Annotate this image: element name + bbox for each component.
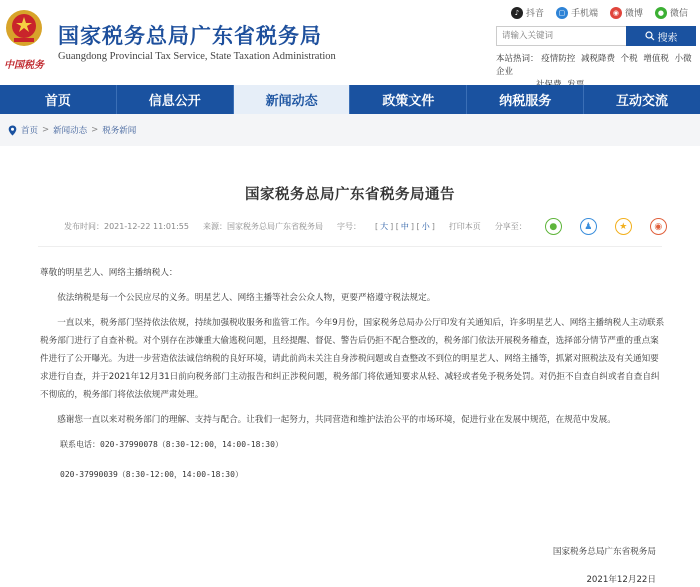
contact-phone-2: 020-37990039（8:30-12:00，14:00-18:30）: [60, 470, 243, 479]
font-size-label: 字号：: [336, 222, 361, 231]
site-subtitle: Guangdong Provincial Tax Service, State Taxation Administration: [58, 51, 336, 62]
site-title[interactable]: 国家税务总局广东省税务局: [58, 24, 322, 48]
hot-term-link[interactable]: 减税降费: [580, 54, 615, 64]
share-controls: [495, 218, 681, 235]
article-source: 来源：国家税务总局广东省税务局: [202, 222, 323, 231]
site-header: [0, 0, 700, 85]
location-pin-icon: [8, 125, 17, 136]
social-link-tiktok[interactable]: [511, 6, 544, 19]
nav-item-tax-service[interactable]: 纳税服务: [467, 85, 584, 114]
social-label: 微信: [669, 9, 688, 19]
breadcrumb-separator: >: [42, 125, 50, 135]
nav-item-news[interactable]: 新闻动态: [234, 85, 351, 114]
breadcrumb-news[interactable]: 新闻动态: [53, 126, 88, 136]
contact-phone-1: [40, 436, 665, 454]
search-bar: [496, 26, 696, 46]
search-button-label: 搜索: [657, 32, 678, 44]
article-meta: [64, 218, 681, 235]
nav-item-policy[interactable]: 政策文件: [350, 85, 467, 114]
article-body: [40, 264, 665, 496]
main-nav: [0, 85, 700, 114]
publish-time: 发布时间：2021-12-22 11:01:55: [64, 222, 189, 231]
weibo-icon: ◉: [610, 7, 622, 19]
breadcrumb-tax-news[interactable]: 税务新闻: [102, 126, 137, 136]
search-icon: [645, 31, 655, 41]
national-emblem-icon: [4, 8, 44, 48]
social-link-mobile[interactable]: [556, 6, 598, 19]
social-link-weibo[interactable]: [610, 6, 643, 19]
article-date: 2021年12月22日: [586, 575, 656, 585]
meta-divider: [38, 246, 662, 247]
hot-term-link[interactable]: 小微企业: [496, 54, 692, 77]
nav-item-interaction[interactable]: 互动交流: [616, 94, 669, 109]
article-greeting: 尊敬的明星艺人、网络主播纳税人：: [40, 268, 178, 278]
tiktok-icon: ♪: [511, 7, 523, 19]
social-label: 微博: [624, 9, 643, 19]
hot-terms-label: 本站热词：: [496, 54, 539, 64]
font-size-controls: 字号： [ 大 ] [ 中 ] [ 小 ]: [336, 222, 435, 231]
phone-number: 020-37990078（8:30-12:00，14:00-18:30）: [100, 440, 283, 449]
social-label: 手机端: [570, 9, 598, 19]
article-container: [0, 146, 700, 587]
hot-term-link[interactable]: 增值税: [643, 54, 669, 64]
article-title: 国家税务总局广东省税务局通告: [245, 187, 455, 203]
breadcrumb-home[interactable]: 首页: [21, 126, 39, 136]
font-size-small[interactable]: 小: [421, 222, 430, 231]
article-signature: 国家税务总局广东省税务局: [552, 547, 656, 557]
contact-label: 联系电话：: [60, 440, 100, 449]
article-paragraph: 一直以来，税务部门坚持依法依规，持续加强税收服务和监管工作。今年9月份，国家税务总局办公厅印发有关通知后，许多明星艺人、网络主播纳税人主动联系税务部门进行了自查补税。对个别存在涉嫌重大偷逃税问题，且经提醒、督促、警告后仍拒不配合整改的，税务部门依法开展税务稽查，选择部分情节严重的重点案件进行了公开曝光。为进一步营造依法诚信纳税的良好环境，请此前尚未关注自身涉税问题或自查整改不到位的明星艺人、网络主播等，抓紧对照税法及有关通知要求进行自查，并于2021年12月31日前向税务部门主动报告和纠正涉税问题，税务部门将依通知要求从轻、减轻或者免予税务处罚。对仍拒不自查自纠或者自查自纠不彻底的，税务部门将依法依规严肃处理。: [40, 318, 665, 400]
nav-item-home[interactable]: 首页: [0, 85, 117, 114]
weibo-share-icon[interactable]: ◉: [650, 218, 667, 235]
hot-term-link[interactable]: 个税: [620, 54, 638, 64]
breadcrumb-separator: >: [91, 125, 99, 135]
qq-share-icon[interactable]: ♟: [580, 218, 597, 235]
hot-term-link[interactable]: 疫情防控: [541, 54, 576, 64]
social-links: [511, 6, 688, 19]
font-size-large[interactable]: 大: [380, 222, 389, 231]
social-label: 抖音: [525, 9, 544, 19]
social-link-wechat[interactable]: [655, 6, 688, 19]
article-paragraph: 依法纳税是每一个公民应尽的义务。明星艺人、网络主播等社会公众人物，更要严格遵守税法规定。: [57, 293, 436, 303]
search-button[interactable]: [626, 26, 696, 46]
qzone-share-icon[interactable]: ★: [615, 218, 632, 235]
share-label: 分享至：: [494, 222, 527, 231]
china-tax-logo-text: 中国税务: [4, 60, 44, 71]
nav-item-info-disclosure[interactable]: 信息公开: [117, 85, 234, 114]
mobile-icon: ▢: [556, 7, 568, 19]
article-paragraph: 感谢您一直以来对税务部门的理解、支持与配合。让我们一起努力，共同营造和维护法治公平的市场环境，促进行业在发展中规范，在规范中发展。: [57, 415, 616, 425]
breadcrumb: [0, 114, 700, 146]
print-button[interactable]: 打印本页: [448, 222, 481, 231]
font-size-medium[interactable]: 中: [400, 222, 409, 231]
search-input[interactable]: [496, 26, 626, 46]
wechat-icon: ●: [655, 7, 667, 19]
wechat-share-icon[interactable]: ●: [545, 218, 562, 235]
